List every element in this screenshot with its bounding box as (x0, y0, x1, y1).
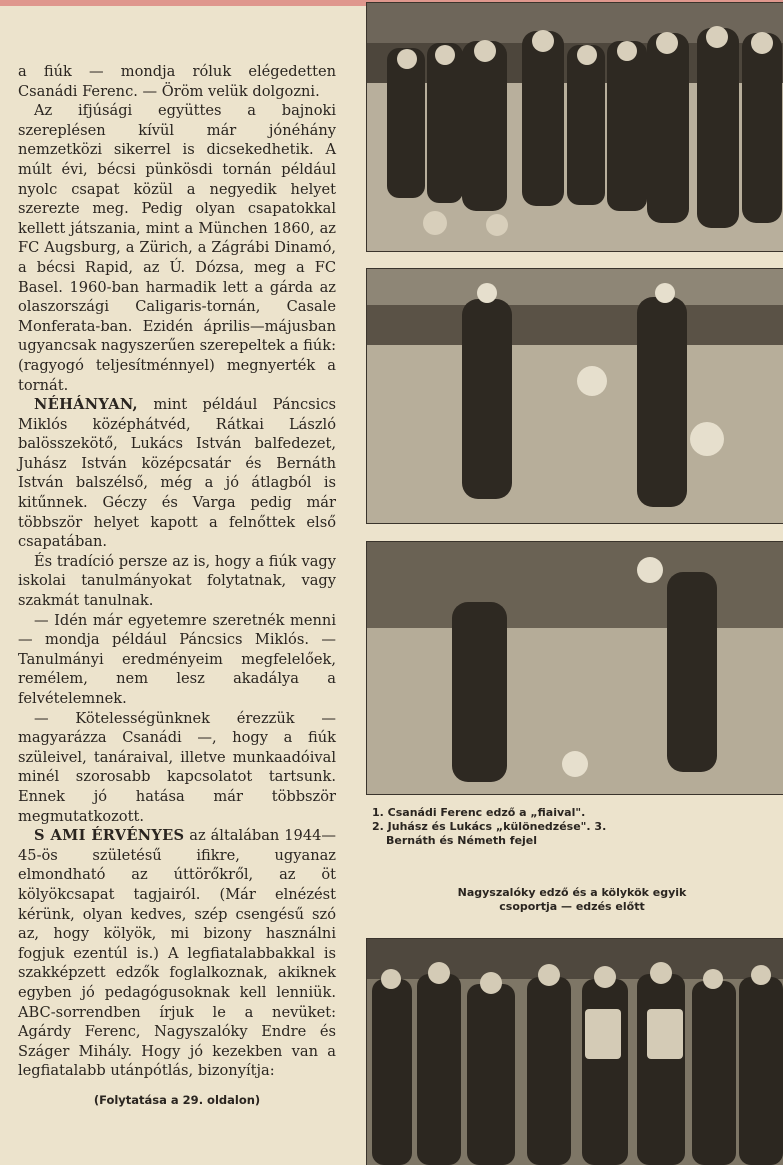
article-lead-neh: NÉHÁNYAN, (34, 396, 138, 414)
caption-line-2: 2. Juhász és Lukács „különedzése". 3. (372, 820, 607, 833)
caption-line-3: Bernáth és Németh fejel (386, 834, 538, 847)
article-paragraph-3: És tradíció persze az is, hogy a fiúk vagy iskolai tanulmányokat folytatnak, vagy szakmát tanulnak. (18, 552, 336, 610)
article-column (18, 62, 336, 1110)
photo-coach-with-boys (366, 2, 783, 252)
caption-line-1: 1. Csanádi Ferenc edző a „fiaival". (372, 806, 586, 819)
article-paragraph-6: az általában 1944—45-ös születésű ifikre, ugyanaz elmondható az úttörőkről, az öt kölyökcsapat tagjairól. (Már elnézést kérünk, olyan kedves, szép csengésű szó az, hogy kölyök, mi bizony használni fogjuk ezentúl is.) A legfiatalabbakkal is szakképzett edzők foglalkoznak, akiknek egyben jó pedagógusoknak kell lenniük. ABC-sorrendben írjuk le a nevüket: Agárdy Ferenc, Nagyszalóky Endre és Száger Mihály. Hogy jó kezekben van a legfiatalabb utánpótlás, bizonyítja: (18, 827, 336, 1080)
photo-kids-group (366, 938, 783, 1165)
article-paragraph-0: a fiúk — mondja róluk elégedetten Csanádi Ferenc. — Öröm velük dolgozni. (18, 63, 336, 100)
continued-note: (Folytatása a 29. oldalon) (93, 1092, 261, 1107)
article-paragraph-5: — Kötelességünknek érezzük — magyarázza Csanádi —, hogy a fiúk szüleivel, tanáraival, illetve munkaadóival minél szorosabb kapcsolatot tartsunk. Ennek jó hatása már többször megmutatkozott. (18, 709, 336, 825)
article-lead-sami: S AMI ÉRVÉNYES (34, 827, 185, 845)
photo-private-training (366, 268, 783, 524)
photo-captions-1-3 (372, 806, 772, 848)
photo-caption-4: Nagyszalóky edző és a kölykök egyik csoportja — edzés előtt (457, 886, 687, 913)
article-paragraph-1: Az ifjúsági együttes a bajnoki szereplésen kívül már jónéhány nemzetközi sikerrel is dicsekedhetik. A múlt évi, bécsi pünkösdi tornán például nyolc csapat közül a negyedik helyet szerezte meg. Pedig olyan csapatokkal kellett játszania, mint a München 1860, az FC Augsburg, a Zürich, a Zágrábi Dinamó, a bécsi Rapid, az Ú. Dózsa, meg a FC Basel. 1960-ban harmadik lett a gárda az olaszországi Caligaris-tornán, Casale Monferata-ban. Ezidén április—májusban ugyancsak nagyszerűen szerepeltek a fiúk: (ragyogó teljesítménnyel) megnyerték a tornát. (18, 102, 336, 394)
article-paragraph-2: mint például Páncsics Miklós középhátvéd, Rátkai László balösszekötő, Lukács István balfedezet, Juhász István középcsatár és Bernáth István balszélső, még a jó átlagból is kitűnnek. Géczy és Varga pedig már többször helyet kapott a felnőttek első csapatában. (18, 396, 337, 551)
photo-heading-ball (366, 541, 783, 795)
article-paragraph-4: — Idén már egyetemre szeretnék menni — mondja például Páncsics Miklós. — Tanulmányi eredményeim megfelelőek, remélem, nem lesz akadálya a felvételemnek. (18, 611, 336, 707)
